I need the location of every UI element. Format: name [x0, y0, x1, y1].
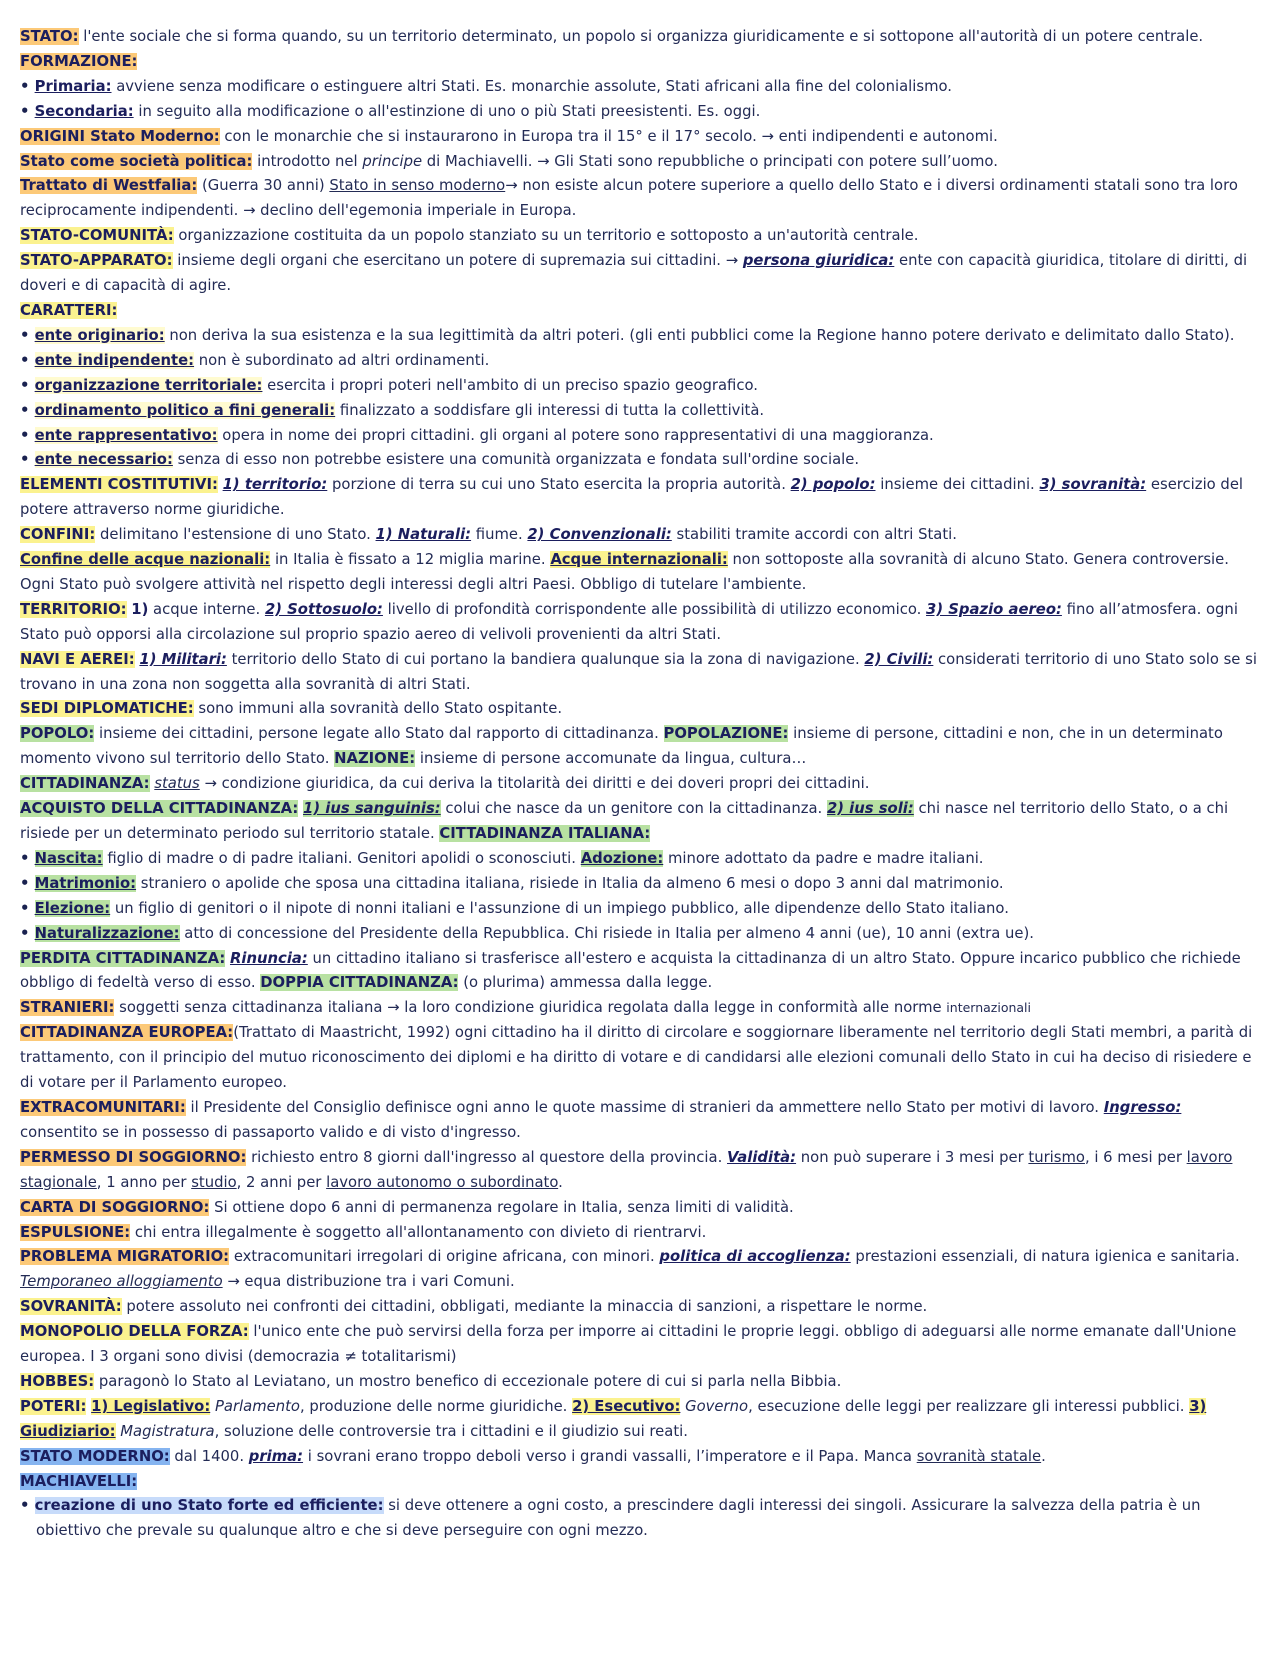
term-label: 2) Convenzionali:: [527, 526, 672, 544]
term-label: ORIGINI Stato Moderno:: [20, 127, 220, 145]
term-label: ACQUISTO DELLA CITTADINANZA:: [20, 800, 299, 818]
bullet-item: [20, 349, 1260, 374]
paragraph: [20, 523, 1260, 548]
paragraph: [20, 1395, 1260, 1445]
term-label: STATO-APPARATO:: [20, 252, 173, 270]
text-run: (Guerra 30 anni): [197, 177, 330, 195]
term-label: 2) Civili:: [864, 650, 934, 668]
text-run: Governo: [685, 1397, 749, 1415]
text-run: insieme di persone accomunate da lingua, cultura…: [415, 750, 807, 768]
text-run: .: [1041, 1447, 1046, 1465]
term-label: 3) Spazio aereo:: [926, 600, 1062, 618]
term-label: MACHIAVELLI:: [20, 1472, 138, 1490]
bullet-item: [20, 399, 1260, 424]
term-label: Nascita:: [34, 849, 103, 867]
text-run: esercita i propri poteri nell'ambito di un preciso spazio geografico.: [262, 376, 758, 394]
term-label: CITTADINANZA EUROPEA:: [20, 1024, 234, 1042]
text-run: non deriva la sua esistenza e la sua legittimità da altri poteri. (gli enti pubblici come la Regione hanno potere derivato e delimitato dallo Stato).: [164, 326, 1235, 344]
text-run: fino all’atmosfera. ogni Stato può opporsi alla circolazione sul proprio spazio aereo di velivoli provenienti da altri Stati.: [20, 600, 1238, 643]
text-run: status: [154, 775, 200, 793]
text-run: , produzione delle norme giuridiche.: [299, 1397, 573, 1415]
paragraph: [20, 1096, 1260, 1146]
text-run: turismo: [1028, 1148, 1085, 1166]
text-run: .: [558, 1173, 563, 1191]
term-label: ordinamento politico a fini generali:: [34, 401, 336, 419]
paragraph: [20, 125, 1260, 150]
term-label: EXTRACOMUNITARI:: [20, 1098, 186, 1116]
paragraph: [20, 1320, 1260, 1370]
text-run: acque interne.: [148, 600, 265, 618]
text-run: delimitano l'estensione di uno Stato.: [95, 526, 376, 544]
paragraph: [20, 1146, 1260, 1196]
text-run: chi nasce nel territorio dello Stato, o a chi risiede per un determinato periodo sul territorio statale.: [20, 800, 1229, 842]
text-run: dal 1400.: [169, 1447, 249, 1465]
paragraph: [20, 947, 1260, 997]
text-run: insieme degli organi che esercitano un potere di supremazia sui cittadini. →: [172, 252, 743, 270]
text-run: Si ottiene dopo 6 anni di permanenza regolare in Italia, senza limiti di validità.: [209, 1198, 794, 1216]
term-label: PROBLEMA MIGRATORIO:: [20, 1248, 230, 1266]
text-run: insieme dei cittadini.: [875, 476, 1040, 494]
text-run: richiesto entro 8 giorni dall'ingresso al questore della provincia.: [246, 1148, 727, 1166]
paragraph: [20, 50, 1260, 75]
bullet-item: [20, 897, 1260, 922]
text-run: non è subordinato ad altri ordinamenti.: [194, 351, 490, 369]
paragraph: [20, 1196, 1260, 1221]
paragraph: [20, 1021, 1260, 1096]
term-label: NAZIONE:: [334, 750, 416, 768]
paragraph: [20, 1370, 1260, 1395]
term-label: ELEMENTI COSTITUTIVI:: [20, 476, 218, 494]
text-run: introdotto nel: [252, 152, 363, 170]
text-run: sovranità statale: [916, 1447, 1042, 1465]
term-label: persona giuridica:: [742, 252, 895, 270]
term-label: DOPPIA CITTADINANZA:: [260, 974, 459, 992]
term-label: organizzazione territoriale:: [34, 376, 263, 394]
term-label: POPOLAZIONE:: [663, 725, 789, 743]
text-run: lavoro autonomo o subordinato: [326, 1173, 559, 1191]
term-label: MONOPOLIO DELLA FORZA:: [20, 1323, 249, 1341]
term-label: politica di accoglienza:: [659, 1248, 851, 1266]
term-label: Matrimonio:: [34, 874, 137, 892]
text-run: non sottoposte alla sovranità di alcuno Stato. Genera controversie. Ogni Stato può svolgere attività nel rispetto degli interessi degli altri Paesi. Obbligo di tutelare l'ambiente.: [20, 551, 1229, 593]
term-label: SOVRANITÀ:: [20, 1298, 122, 1316]
text-run: avviene senza modificare o estinguere altri Stati. Es. monarchie assolute, Stati africani alla fine del colonialismo.: [111, 77, 953, 95]
term-label: CITTADINANZA ITALIANA:: [439, 825, 651, 842]
notes-document: [20, 25, 1260, 1544]
text-run: insieme di persone, cittadini e non, che in un determinato momento vivono sul territorio dello Stato.: [20, 725, 1223, 768]
text-run: studio: [191, 1173, 237, 1191]
paragraph: [20, 473, 1260, 523]
term-label: Confine delle acque nazionali:: [20, 551, 271, 569]
term-label: CITTADINANZA:: [20, 775, 150, 793]
bullet-item: [20, 1494, 1260, 1544]
text-run: finalizzato a soddisfare gli interessi di tutta la collettività.: [335, 401, 765, 419]
term-label: CARATTERI:: [20, 301, 118, 319]
text-run: (Trattato di Maastricht, 1992) ogni cittadino ha il diritto di circolare e soggiornare liberamente nel territorio degli Stati membri, a parità di trattamento, con il principio del mutuo riconoscimento dei diplomi e ha diritto di votare e di candidarsi alle elezioni comunali dello Stato in cui ha deciso di risiedere e di votare per il Parlamento europeo.: [20, 1024, 1253, 1092]
text-run: principe: [362, 152, 423, 170]
term-label: STRANIERI:: [20, 999, 115, 1017]
paragraph: [20, 598, 1260, 648]
text-run: lavoro stagionale: [20, 1148, 1233, 1191]
text-run: fiume.: [471, 526, 528, 544]
term-label: 1) Militari:: [139, 650, 227, 668]
term-label: CONFINI:: [20, 526, 96, 544]
term-label: Acque internazionali:: [550, 551, 728, 569]
text-run: l'unico ente che può servirsi della forza per imporre ai cittadini le proprie leggi. obbligo di adeguarsi alle norme emanate dall'Unione europea. I 3 organi sono divisi (democrazia ≠ totalitarismi): [20, 1323, 1237, 1366]
bullet-item: [20, 448, 1260, 473]
text-run: figlio di madre o di padre italiani. Genitori apolidi o sconosciuti.: [102, 849, 581, 867]
bullet-item: [20, 847, 1260, 872]
text-run: , soluzione delle controversie tra i cittadini e il giudizio sui reati.: [214, 1422, 688, 1440]
term-label: Elezione:: [34, 899, 111, 917]
term-label: Trattato di Westfalia:: [20, 177, 198, 195]
term-label: 1) territorio:: [222, 476, 328, 494]
term-label: 1) ius sanguinis:: [303, 800, 441, 818]
term-label: Stato come società politica:: [20, 152, 253, 170]
text-run: potere assoluto nei confronti dei cittadini, obbligati, mediante la minaccia di sanzioni, a rispettare le norme.: [121, 1298, 928, 1316]
text-run: si deve ottenere a ogni costo, a prescindere dagli interessi dei singoli. Assicurare la salvezza della patria è un obiettivo che prevale su qualunque altro e che si deve perseguire con ogni mezzo.: [36, 1497, 1201, 1540]
text-run: insieme dei cittadini, persone legate allo Stato dal rapporto di cittadinanza.: [94, 725, 664, 743]
paragraph: [20, 299, 1260, 324]
paragraph: [20, 1221, 1260, 1246]
text-run: territorio dello Stato di cui portano la bandiera qualunque sia la zona di navigazione.: [226, 650, 865, 668]
term-label: Validità:: [727, 1148, 797, 1166]
text-run: considerati territorio di uno Stato solo se si trovano in una zona non soggetta alla sovranità di altri Stati.: [20, 650, 1257, 693]
text-run: Parlamento: [214, 1397, 300, 1415]
paragraph: [20, 25, 1260, 50]
term-label: 1) Naturali:: [375, 526, 472, 544]
term-label: PERDITA CITTADINANZA:: [20, 949, 226, 967]
text-run: , esecuzione delle leggi per realizzare gli interessi pubblici.: [748, 1397, 1190, 1415]
paragraph: [20, 797, 1260, 847]
paragraph: [20, 174, 1260, 224]
bullet-item: [20, 324, 1260, 349]
text-run: un cittadino italiano si trasferisce all'estero e acquista la cittadinanza di un altro Stato. Oppure incarico pubblico che richiede obbligo di fedeltà verso di esso.: [20, 949, 1241, 992]
bullet-item: [20, 424, 1260, 449]
term-label: 2) Sottosuolo:: [264, 600, 383, 618]
text-run: un figlio di genitori o il nipote di nonni italiani e l'assunzione di un impiego pubblico, alle dipendenze dello Stato italiano.: [110, 899, 1009, 917]
paragraph: [20, 697, 1260, 722]
paragraph: [20, 722, 1260, 772]
term-label: HOBBES:: [20, 1372, 95, 1390]
term-label: STATO MODERNO:: [20, 1447, 170, 1465]
term-label: prima:: [248, 1447, 304, 1465]
term-label: STATO:: [20, 28, 79, 45]
text-run: , 1 anno per: [96, 1173, 192, 1191]
text-run: il Presidente del Consiglio definisce ogni anno le quote massime di stranieri da ammettere nello Stato per motivi di lavoro.: [185, 1098, 1104, 1116]
bullet-item: [20, 100, 1260, 125]
text-run: l'ente sociale che si forma quando, su un territorio determinato, un popolo si organizza giuridicamente e si sottopone all'autorità di un potere centrale.: [78, 28, 1204, 45]
text-run: livello di profondità corrispondente alle possibilità di utilizzo economico.: [382, 600, 927, 618]
bullet-item: [20, 922, 1260, 947]
text-run: opera in nome dei propri cittadini. gli organi al potere sono rappresentativi di una maggioranza.: [217, 426, 934, 444]
term-label: 3) sovranità:: [1039, 476, 1147, 494]
text-run: Magistratura: [120, 1422, 215, 1440]
term-label: Naturalizzazione:: [34, 924, 180, 942]
text-run: internazionali: [946, 1000, 1031, 1016]
term-label: SEDI DIPLOMATICHE:: [20, 700, 194, 718]
text-run: paragonò lo Stato al Leviatano, un mostro benefico di eccezionale potere di cui si parla nella Bibbia.: [94, 1372, 842, 1390]
paragraph: [20, 772, 1260, 797]
text-run: colui che nasce da un genitore con la cittadinanza.: [440, 800, 827, 818]
term-label: Primaria:: [34, 77, 112, 95]
text-run: in seguito alla modificazione o all'estinzione di uno o più Stati preesistenti. Es. oggi.: [133, 102, 761, 120]
bullet-item: [20, 374, 1260, 399]
term-label: Secondaria:: [34, 102, 134, 120]
term-label: 1) Legislativo:: [91, 1397, 211, 1415]
term-label: Ingresso:: [1103, 1098, 1182, 1116]
text-run: ente con capacità giuridica, titolare di diritti, di doveri e di capacità di agire.: [20, 252, 1248, 295]
term-label: STATO-COMUNITÀ:: [20, 227, 174, 245]
term-label: POPOLO:: [20, 725, 95, 743]
paragraph: [20, 648, 1260, 698]
term-label: ESPULSIONE:: [20, 1223, 131, 1241]
term-label: ente necessario:: [34, 451, 173, 469]
term-label: NAVI E AEREI:: [20, 650, 135, 668]
paragraph: [20, 548, 1260, 598]
term-label: Rinuncia:: [229, 949, 308, 967]
term-label: 2) ius soli:: [826, 800, 914, 818]
term-label: POTERI:: [20, 1397, 87, 1415]
paragraph: [20, 1245, 1260, 1295]
text-run: → condizione giuridica, da cui deriva la titolarità dei diritti e dei doveri propri dei cittadini.: [199, 775, 870, 793]
paragraph: [20, 1295, 1260, 1320]
term-label: TERRITORIO:: [20, 600, 127, 618]
text-run: organizzazione costituita da un popolo stanziato su un territorio e sottoposto a un'autorità centrale.: [173, 227, 919, 245]
bullet-item: [20, 75, 1260, 100]
text-run: → non esiste alcun potere superiore a quello dello Stato e i diversi ordinamenti statali sono tra loro reciprocamente indipendenti. → declino dell'egemonia imperiale in Europa.: [20, 177, 1238, 220]
term-label: 1): [131, 600, 149, 618]
text-run: con le monarchie che si instaurarono in Europa tra il 15° e il 17° secolo. → enti indipendenti e autonomi.: [219, 127, 998, 145]
paragraph: [20, 1445, 1260, 1470]
text-run: Stato in senso moderno: [329, 177, 506, 195]
text-run: chi entra illegalmente è soggetto all'allontanamento con divieto di rientrarvi.: [130, 1223, 707, 1241]
text-run: prestazioni essenziali, di natura igienica e sanitaria.: [850, 1248, 1240, 1266]
text-run: straniero o apolide che sposa una cittadina italiana, risiede in Italia da almeno 6 mesi o dopo 3 anni dal matrimonio.: [136, 874, 1004, 892]
term-label: 2) Esecutivo:: [572, 1397, 681, 1415]
text-run: , 2 anni per: [236, 1173, 327, 1191]
text-run: → equa distribuzione tra i vari Comuni.: [222, 1273, 515, 1291]
text-run: in Italia è fissato a 12 miglia marine.: [270, 551, 551, 569]
bullet-item: [20, 872, 1260, 897]
term-label: ente rappresentativo:: [34, 426, 218, 444]
text-run: , i 6 mesi per: [1084, 1148, 1187, 1166]
text-run: minore adottato da padre e madre italiani.: [663, 849, 984, 867]
term-label: CARTA DI SOGGIORNO:: [20, 1198, 210, 1216]
term-label: Adozione:: [580, 849, 664, 867]
text-run: i sovrani erano troppo deboli verso i grandi vassalli, l’imperatore e il Papa. Manca: [303, 1447, 917, 1465]
paragraph: [20, 224, 1260, 249]
paragraph: [20, 249, 1260, 299]
term-label: 2) popolo:: [790, 476, 876, 494]
text-run: extracomunitari irregolari di origine africana, con minori.: [229, 1248, 660, 1266]
text-run: Temporaneo alloggiamento: [20, 1273, 223, 1291]
text-run: senza di esso non potrebbe esistere una comunità organizzata e fondata sull'ordine sociale.: [172, 451, 860, 469]
term-label: creazione di uno Stato forte ed efficiente:: [34, 1497, 384, 1515]
text-run: esercizio del potere attraverso norme giuridiche.: [20, 476, 1244, 519]
text-run: sono immuni alla sovranità dello Stato ospitante.: [193, 700, 563, 718]
text-run: di Machiavelli. → Gli Stati sono repubbliche o principati con potere sull’uomo.: [422, 152, 998, 170]
text-run: non può superare i 3 mesi per: [796, 1148, 1029, 1166]
text-run: soggetti senza cittadinanza italiana → la loro condizione giuridica regolata dalla legge in conformità alle norme: [114, 999, 947, 1017]
text-run: (o plurima) ammessa dalla legge.: [458, 974, 713, 992]
term-label: FORMAZIONE:: [20, 52, 138, 70]
text-run: consentito se in possesso di passaporto valido e di visto d'ingresso.: [20, 1123, 521, 1141]
text-run: stabiliti tramite accordi con altri Stati.: [671, 526, 957, 544]
term-label: 3) Giudiziario:: [20, 1397, 1207, 1440]
paragraph: [20, 996, 1260, 1021]
term-label: ente indipendente:: [34, 351, 195, 369]
term-label: PERMESSO DI SOGGIORNO:: [20, 1148, 247, 1166]
text-run: atto di concessione del Presidente della Repubblica. Chi risiede in Italia per almeno 4 anni (ue), 10 anni (extra ue).: [179, 924, 1034, 942]
term-label: ente originario:: [34, 326, 165, 344]
paragraph: [20, 1470, 1260, 1495]
text-run: porzione di terra su cui uno Stato esercita la propria autorità.: [327, 476, 791, 494]
paragraph: [20, 150, 1260, 175]
